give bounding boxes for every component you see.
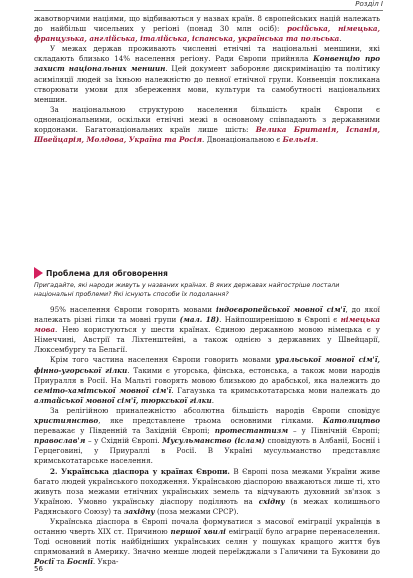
problem-question: Пригадайте, які народи живуть у названих країнах. В яких державах найгостріше постали національні проблеми? Які існують способи їх подолання? bbox=[34, 282, 340, 298]
text-block-top bbox=[34, 14, 380, 145]
section-label: Розділ I bbox=[355, 0, 383, 8]
paragraph-other-languages: Крім того частина населення Європи говорить мовами уральської мовної сім'ї, фінно-угорської гілки. Такими є угорська, фінська, естонська, а також мови народів Приуралля в Росії. На Мальті говорять мовою близькою до арабської, яка належить до семіто-хамітської мовної сім'ї. Гагаузька та кримськотатарська мови належать до алтайської мовної сім'ї, тюркської гілки. bbox=[34, 355, 381, 405]
header-rule bbox=[34, 10, 383, 11]
problem-heading: Проблема для обговорення bbox=[46, 269, 168, 278]
paragraph-emigration: Українська діаспора в Європі почала формуватися з масової еміграції українців в останню чверть XIX ст. Причиною першої хвилі еміграції було аграрне перенаселення. Тоді основний потік найбідніших українських селян у пошуках кращого життя був спрямований в Америку. Значно менше людей переїжджали з Галичини та Буковини до Росії та Боснії. Укра- bbox=[34, 516, 380, 567]
subsection-title: 2. Українська діаспора у країнах Європи. bbox=[50, 466, 230, 476]
problem-marker-icon bbox=[34, 267, 43, 279]
paragraph-diaspora: 2. Українська діаспора у країнах Європи. В Європі поза межами України живе багато людей українського походження. Українською діаспорою вважаються лише ті, хто живуть поза межами етнічних українських земель та відчувають духовний зв'язок з Україною. Умовно українську діаспору поділяють на східну (в межах колишнього Радянського Союзу) та західну (поза межами СРСР). bbox=[34, 466, 381, 516]
paragraph-minorities: У межах держав проживають численні етнічні та національні меншини, які складають близько 14% населення регіону. Ради Європи прийняла Конвенцію про захист національних меншин. Цей документ забороняє дискримінацію та політику асиміляції людей за їхньою належністю до певної етнічної групи. Конвенція покликана створювати умови для збереження мови, культури та самобутності національних меншин. bbox=[34, 44, 380, 104]
page-number: 56 bbox=[34, 565, 43, 573]
paragraph-religion: За релігійною приналежністю абсолютна більшість народів Європи сповідує християнство, яке представлене трьома основними гілками. Католицтво переважає у Південній та Західній Європі; протестантизм – у Північній Європі; православ'я – у Східній Європі. Мусульманство (іслам) сповідують в Албанії, Боснії і Герцеговині, у Приураллі в Росії. В Україні мусульманство представляє кримськотатарське населення. bbox=[34, 405, 380, 466]
text-block-bottom bbox=[34, 305, 380, 567]
paragraph-national-structure: За національною структурою населення більшість країн Європи є однонаціональними, оскільки етнічні межі в основному співпадають з державними кордонами. Багатонаціональних країн лише шість: Велика Британія, Іспанія, Швейцарія, Молдова, Україна та Росія. Двонаціональною є Бельгія. bbox=[34, 104, 380, 145]
paragraph-nations: жавотворчими націями, що відбиваються у назвах країн. 8 європейських націй належать до найбільш чисельних у регіоні (понад 30 млн осіб): російська, німецька, французька, англійська, італійська, іспанська, українська та польська. bbox=[34, 14, 380, 44]
paragraph-language-families: 95% населення Європи говорять мовами індоєвропейської мовної сім'ї, до якої належать різні гілки та мовні групи (мал. 18). Найпоширенішою в Європі є німецька мова. Нею користуються у шести країнах. Єдиною державною мовою німецька є у Німеччині, Австрії та Ліхтенштейні, а також однією з державних у Швейцарії, Люксембургу та Бельгії. bbox=[34, 305, 380, 355]
